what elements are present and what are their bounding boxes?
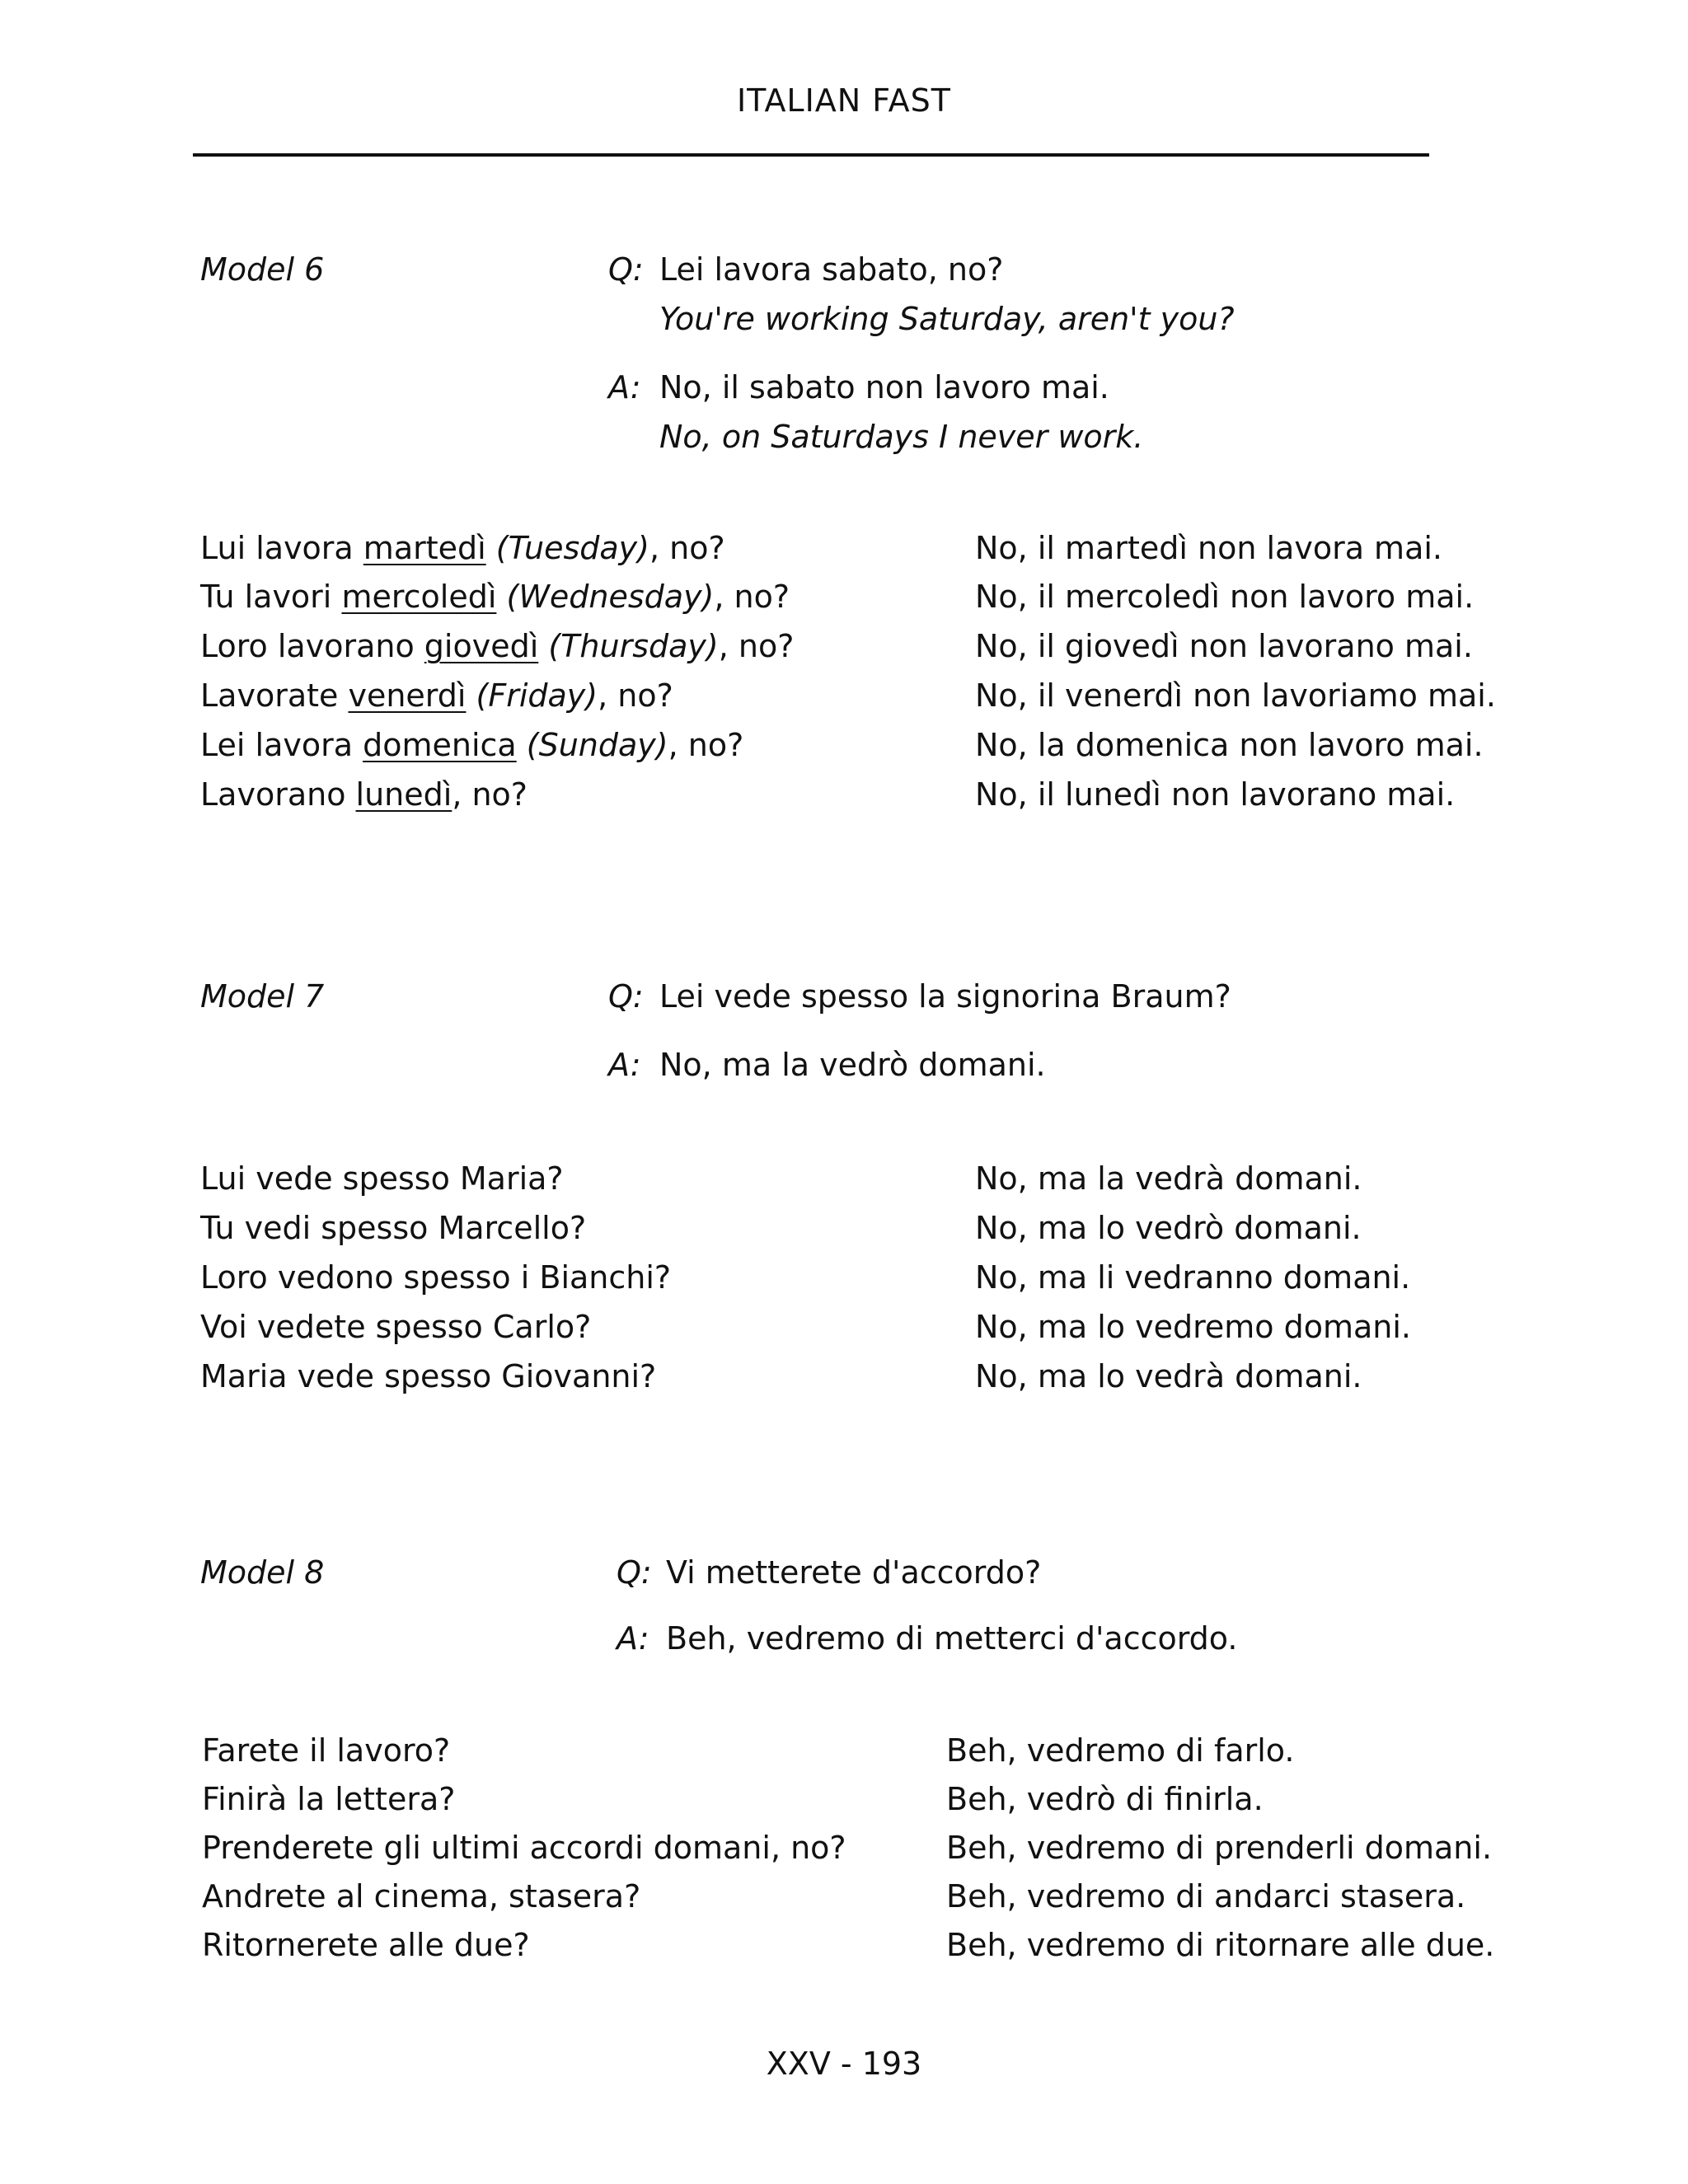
model-8-prompt: Prenderete gli ultimi accordi domani, no? [202,1830,846,1866]
model-8-a-tag: A: [617,1620,649,1657]
model-8-q-tag: Q: [617,1554,652,1591]
prompt-text: Lui lavora [200,530,363,566]
model-6-response: No, il martedì non lavora mai. [975,530,1442,566]
model-6-question: Lei lavora sabato, no? [659,251,1004,288]
model-7-answer: No, ma la vedrò domani. [659,1047,1046,1083]
model-7-prompt: Lui vede spesso Maria? [200,1160,564,1197]
model-6-prompt [200,530,725,566]
model-6-prompt [200,579,790,615]
model-8-response: Beh, vedremo di prenderli domani. [946,1830,1493,1866]
cue-word: lunedì [355,776,452,813]
prompt-tail: , no? [668,727,744,763]
model-7-response: No, ma la vedrà domani. [975,1160,1362,1197]
model-8-response: Beh, vedremo di andarci stasera. [946,1878,1466,1915]
model-8-prompt: Farete il lavoro? [202,1732,451,1769]
page-header: ITALIAN FAST [736,82,952,119]
model-6-prompt [200,677,673,714]
gloss: (Friday) [476,677,598,714]
model-8-prompt: Finirà la lettera? [202,1781,456,1817]
prompt-text: Lei lavora [200,727,363,763]
prompt-tail: , no? [718,628,795,664]
model-6-answer-translation: No, on Saturdays I never work. [659,419,1144,455]
gloss: (Thursday) [548,628,719,664]
model-7-prompt: Loro vedono spesso i Bianchi? [200,1259,672,1296]
model-8-response: Beh, vedrò di finirla. [946,1781,1264,1817]
prompt-text: Lavorano [200,776,356,813]
prompt-tail: , no? [598,677,673,714]
cue-word: martedì [363,530,486,566]
model-6-a-tag: A: [608,369,641,405]
model-6-response: No, la domenica non lavoro mai. [975,727,1484,763]
model-6-prompt [200,628,794,664]
cue-word: domenica [363,727,517,763]
page-number: XXV - 193 [766,2046,922,2082]
model-6-answer: No, il sabato non lavoro mai. [659,369,1109,405]
model-6-prompt [200,776,528,813]
model-7-question: Lei vede spesso la signorina Braum? [659,978,1231,1015]
model-8-label: Model 8 [200,1554,325,1591]
model-7-response: No, ma li vedranno domani. [975,1259,1411,1296]
model-7-response: No, ma lo vedrà domani. [975,1358,1362,1394]
header-rule [193,153,1429,157]
model-8-response: Beh, vedremo di farlo. [946,1732,1295,1769]
model-7-prompt: Voi vedete spesso Carlo? [200,1309,592,1345]
model-7-a-tag: A: [608,1047,641,1083]
gloss: (Sunday) [526,727,668,763]
prompt-text: Loro lavorano [200,628,424,664]
model-6-prompt [200,727,743,763]
model-7-q-tag: Q: [608,978,644,1015]
model-8-prompt: Ritornerete alle due? [202,1927,530,1963]
model-7-prompt: Maria vede spesso Giovanni? [200,1358,657,1394]
model-8-answer: Beh, vedremo di metterci d'accordo. [666,1620,1238,1657]
prompt-text: Tu lavori [200,579,342,615]
model-6-response: No, il mercoledì non lavoro mai. [975,579,1475,615]
cue-word: mercoledì [341,579,497,615]
gloss: (Wednesday) [506,579,715,615]
model-8-prompt: Andrete al cinema, stasera? [202,1878,641,1915]
gloss: (Tuesday) [495,530,649,566]
prompt-tail: , no? [452,776,528,813]
prompt-text: Lavorate [200,677,349,714]
model-6-label: Model 6 [200,251,325,288]
model-7-response: No, ma lo vedremo domani. [975,1309,1411,1345]
model-6-q-tag: Q: [608,251,644,288]
model-6-question-translation: You're working Saturday, aren't you? [659,301,1235,337]
model-8-response: Beh, vedremo di ritornare alle due. [946,1927,1495,1963]
model-6-response: No, il venerdì non lavoriamo mai. [975,677,1496,714]
cue-word: giovedì [424,628,539,664]
cue-word: venerdì [348,677,467,714]
model-8-question: Vi metterete d'accordo? [666,1554,1042,1591]
prompt-tail: , no? [649,530,725,566]
model-7-label: Model 7 [200,978,325,1015]
model-7-response: No, ma lo vedrò domani. [975,1210,1362,1246]
prompt-tail: , no? [714,579,790,615]
model-6-response: No, il giovedì non lavorano mai. [975,628,1473,664]
model-6-response: No, il lunedì non lavorano mai. [975,776,1456,813]
model-7-prompt: Tu vedi spesso Marcello? [200,1210,587,1246]
